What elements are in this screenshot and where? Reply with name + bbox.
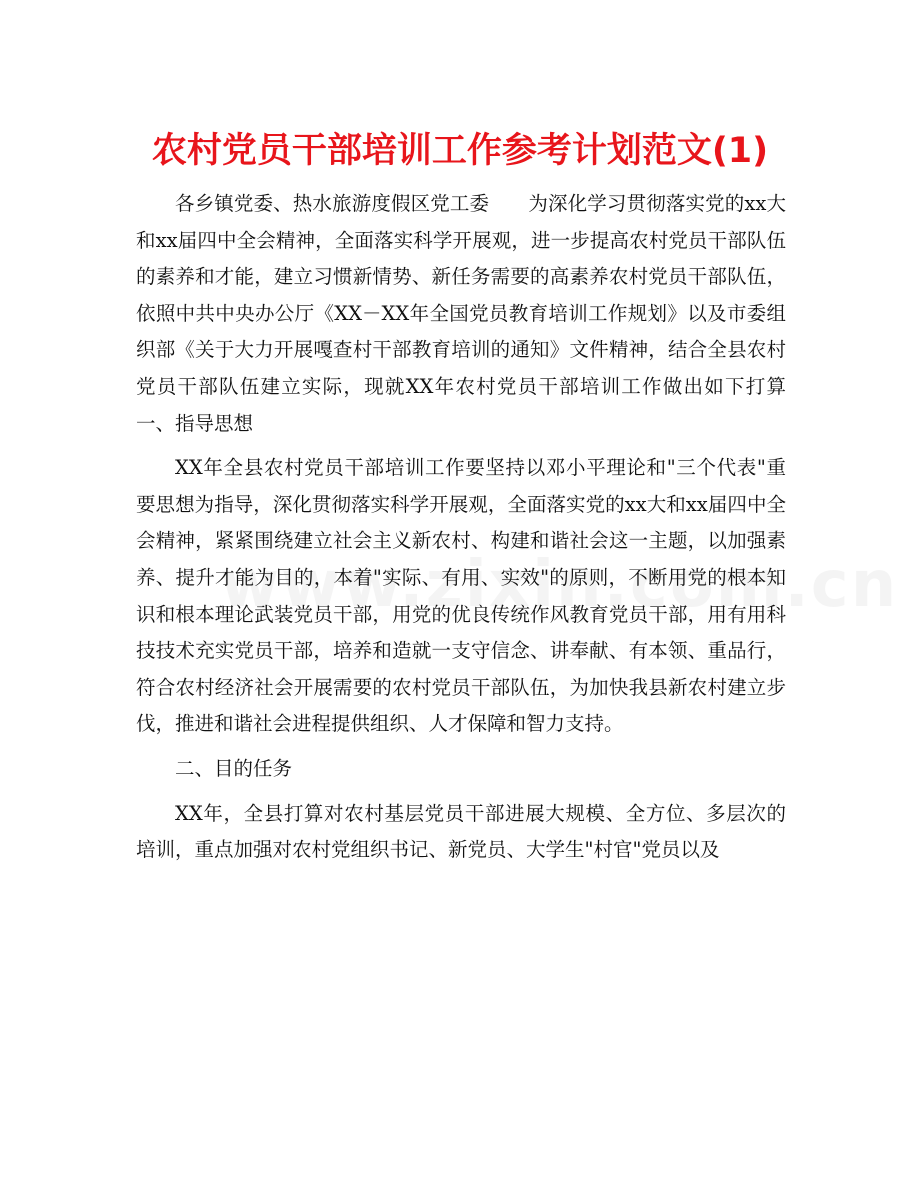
document-body	[136, 186, 826, 869]
document-title: 农村党员干部培训工作参考计划范文(1)	[151, 131, 769, 171]
section-heading-goals: 二、目的任务	[175, 756, 293, 780]
paragraph-goals: XX年，全县打算对农村基层党员干部进展大规模、全方位、多层次的培训，重点加强对农村党组织书记、新党员、大学生"村官"党员以及	[136, 801, 786, 862]
paragraph-intro: 各乡镇党委、热水旅游度假区党工委 为深化学习贯彻落实党的xx大和xx届四中全会精神，全面落实科学开展观，进一步提高农村党员干部队伍的素养和才能，建立习惯新情势、新任务需要的高素养农村党员干部队伍，依照中共中央办公厅《XX－XX年全国党员教育培训工作规划》以及市委组织部《关于大力开展嘎查村干部教育培训的通知》文件精神，结合全县农村党员干部队伍建立实际，现就XX年农村党员干部培训工作做出如下打算 一、指导思想	[136, 192, 826, 435]
paragraph-guiding-thought: XX年全县农村党员干部培训工作要坚持以邓小平理论和"三个代表"重要思想为指导，深化贯彻落实科学开展观，全面落实党的xx大和xx届四中全会精神，紧紧围绕建立社会主义新农村、构建和谐社会这一主题，以加强素养、提升才能为目的，本着"实际、有用、实效"的原则，不断用党的根本知识和根本理论武装党员干部，用党的优良传统作风教育党员干部，用有用科技技术充实党员干部，培养和造就一支守信念、讲奉献、有本领、重品行，符合农村经济社会开展需要的农村党员干部队伍，为加快我县新农村建立步伐，推进和谐社会进程提供组织、人才保障和智力支持。	[136, 456, 786, 736]
